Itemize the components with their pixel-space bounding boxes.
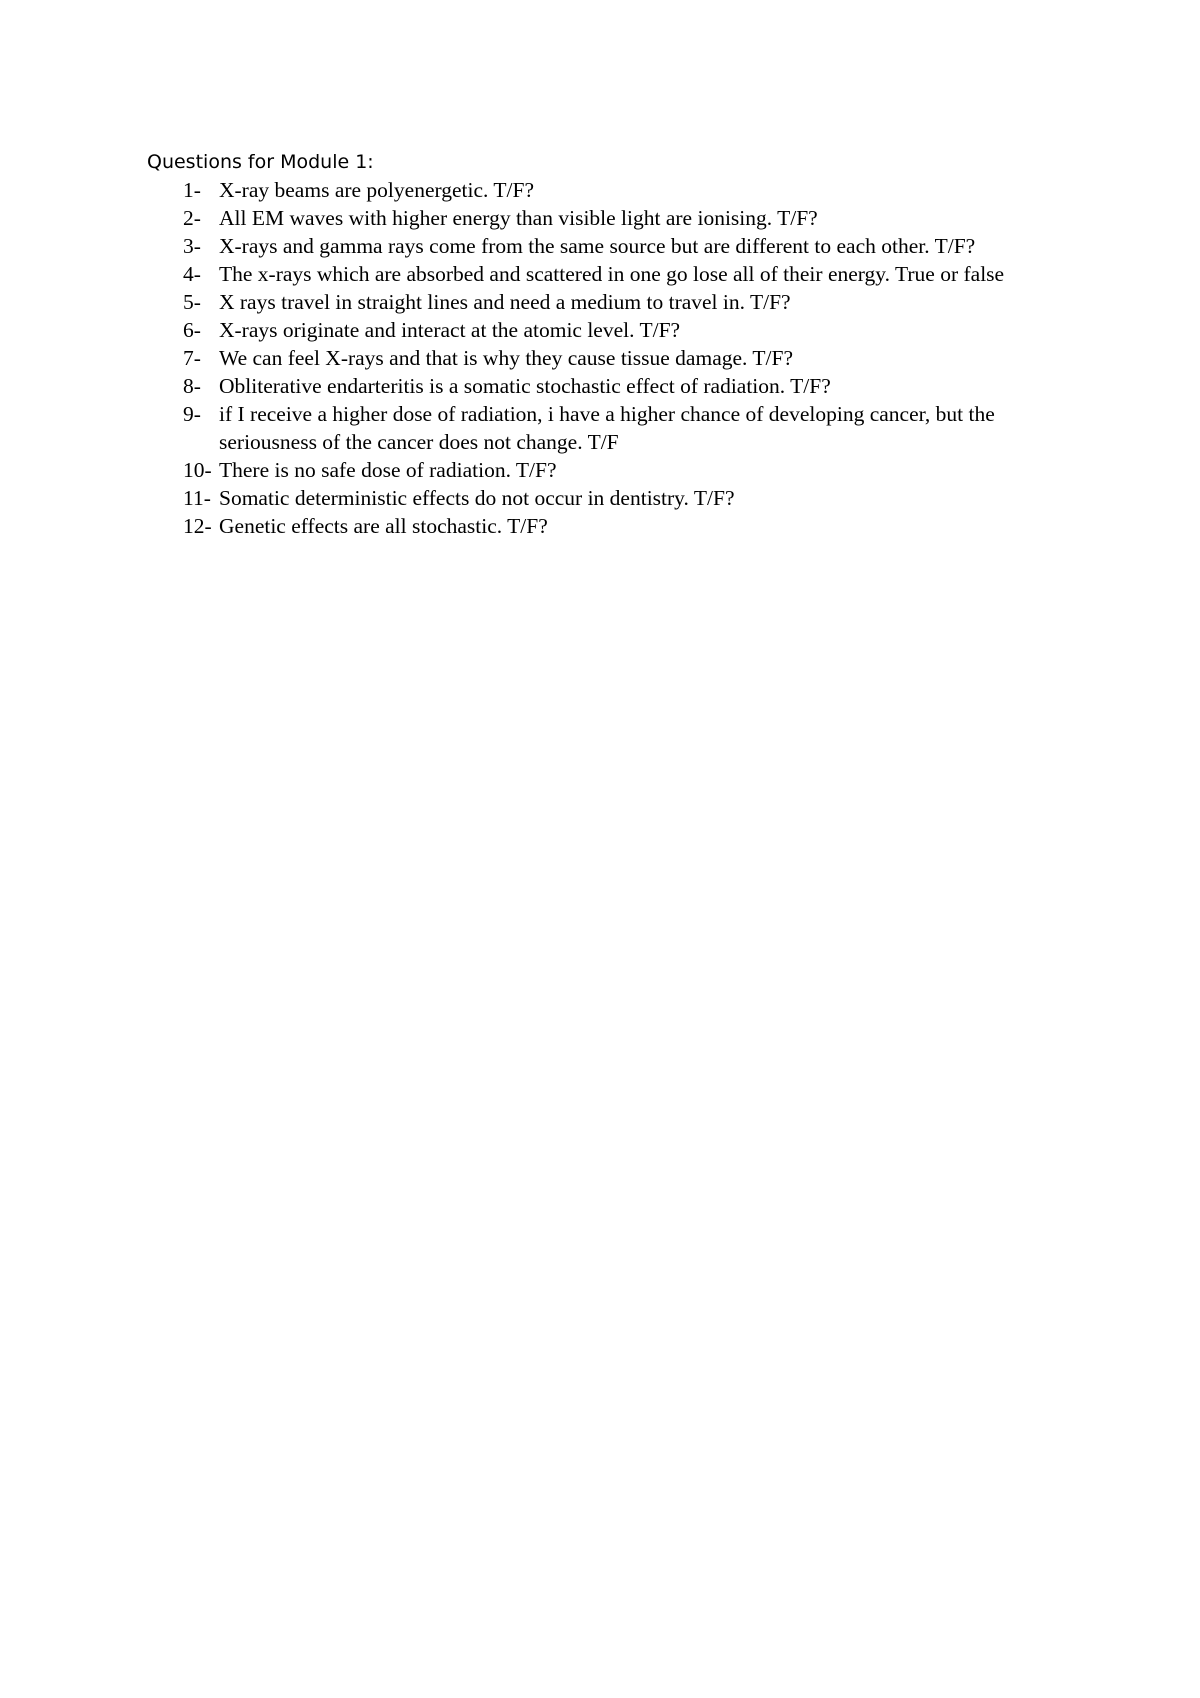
question-text: X-rays and gamma rays come from the same source but are different to each other. T/F?: [219, 234, 976, 258]
question-number: 12-: [183, 514, 212, 538]
question-item-10: [183, 456, 1063, 484]
question-number: 5-: [183, 290, 201, 314]
question-number: 8-: [183, 374, 201, 398]
question-list: [183, 176, 1063, 540]
question-text: There is no safe dose of radiation. T/F?: [219, 458, 557, 482]
question-item-1: [183, 176, 1063, 204]
question-item-3: [183, 232, 1063, 260]
question-text: Genetic effects are all stochastic. T/F?: [219, 514, 548, 538]
question-number: 4-: [183, 262, 201, 286]
question-text: X-rays originate and interact at the atomic level. T/F?: [219, 318, 681, 342]
question-number: 2-: [183, 206, 201, 230]
question-number: 1-: [183, 178, 201, 202]
question-text: We can feel X-rays and that is why they cause tissue damage. T/F?: [219, 346, 794, 370]
document-heading: Questions for Module 1:: [147, 151, 374, 173]
question-text: X rays travel in straight lines and need a medium to travel in. T/F?: [219, 290, 791, 314]
question-number: 11-: [183, 486, 211, 510]
question-number: 3-: [183, 234, 201, 258]
question-item-8: [183, 372, 1063, 400]
question-item-12: [183, 512, 1063, 540]
question-number: 9-: [183, 402, 201, 426]
question-item-6: [183, 316, 1063, 344]
question-item-4: [183, 260, 1063, 288]
question-text: Somatic deterministic effects do not occur in dentistry. T/F?: [219, 486, 735, 510]
question-item-11: [183, 484, 1063, 512]
question-number: 10-: [183, 458, 212, 482]
question-item-9: [183, 400, 1063, 456]
question-number: 7-: [183, 346, 201, 370]
question-text: Obliterative endarteritis is a somatic stochastic effect of radiation. T/F?: [219, 374, 831, 398]
question-text: The x-rays which are absorbed and scattered in one go lose all of their energy. True or false: [219, 262, 1005, 286]
question-item-2: [183, 204, 1063, 232]
question-item-7: [183, 344, 1063, 372]
question-text: if I receive a higher dose of radiation, i have a higher chance of developing cancer, but the seriousness of the cancer does not change. T/F: [219, 402, 995, 454]
question-item-5: [183, 288, 1063, 316]
question-text: All EM waves with higher energy than visible light are ionising. T/F?: [219, 206, 818, 230]
question-number: 6-: [183, 318, 201, 342]
question-text: X-ray beams are polyenergetic. T/F?: [219, 178, 535, 202]
